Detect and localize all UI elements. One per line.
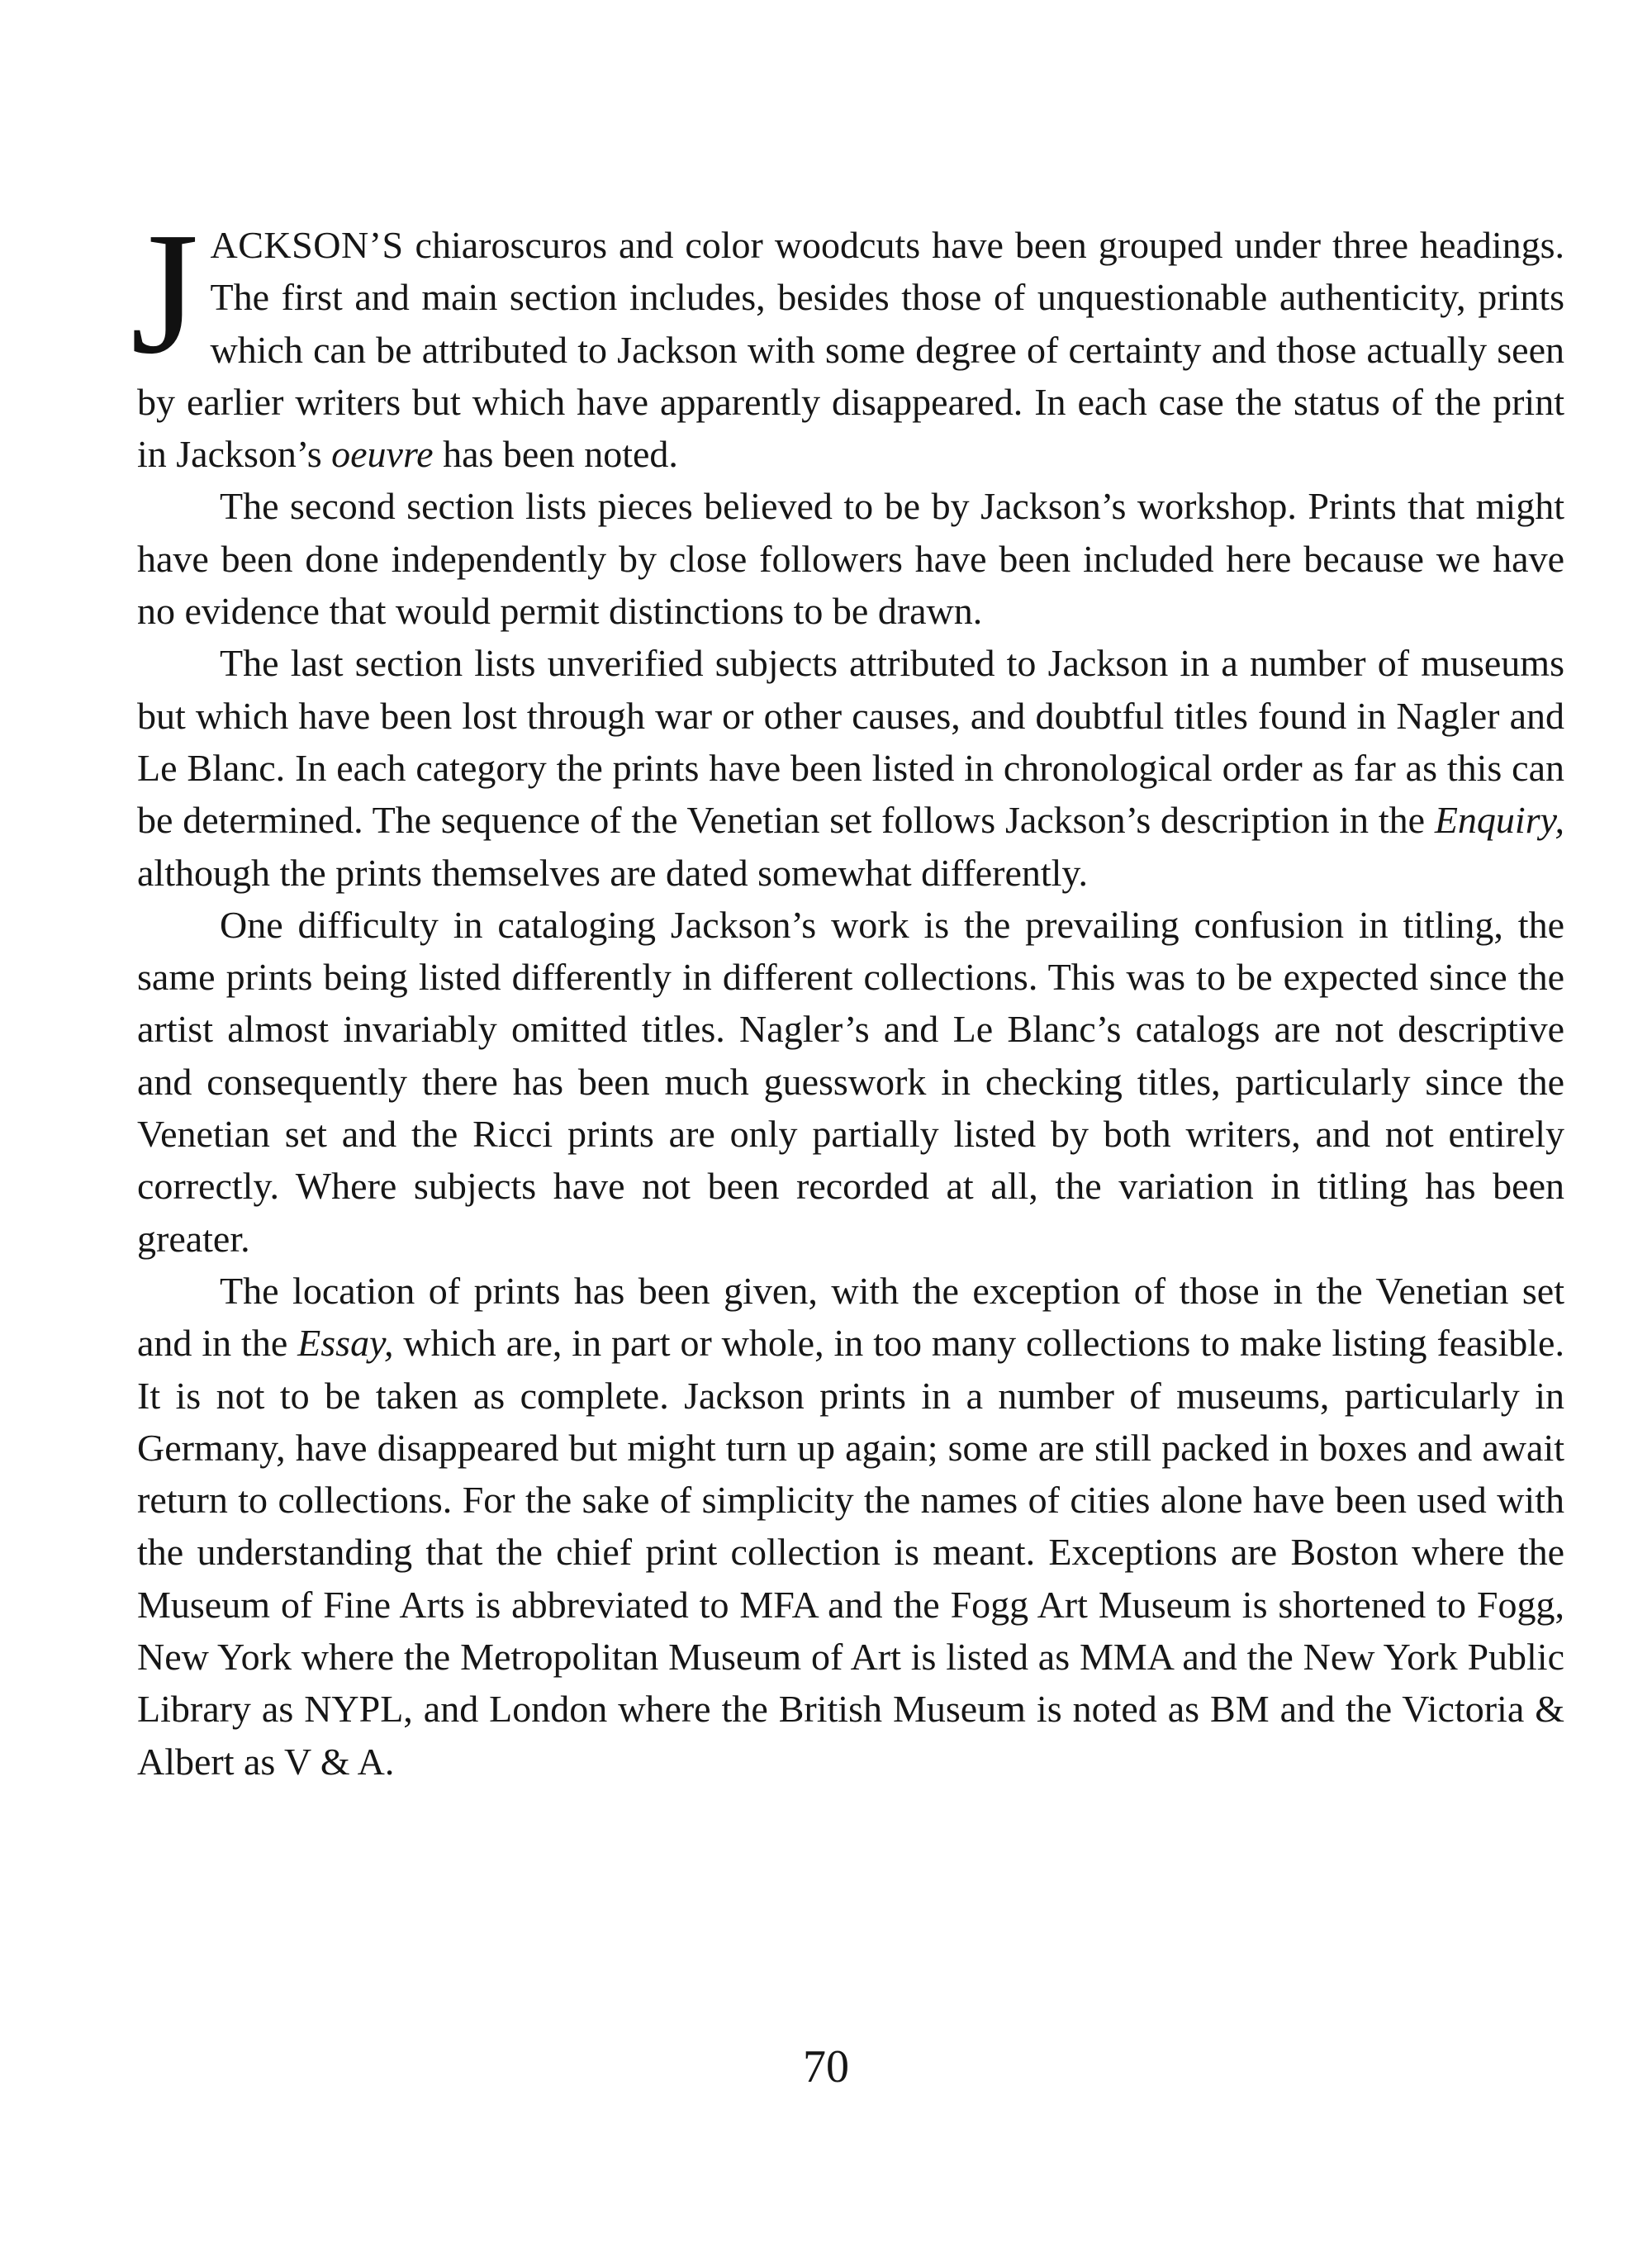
paragraph-1-tail: has been noted. — [433, 433, 678, 476]
paragraph-5 — [137, 1265, 1564, 1788]
paragraph-2 — [137, 480, 1564, 637]
drop-cap-letter: J — [131, 196, 199, 390]
paragraph-4-text: One difficulty in cataloging Jackson’s work is the prevailing confusion in titling, the same prints being listed differently in different collections. This was to be expected since the artist almost invariably omitted titles. Nagler’s and Le Blanc’s catalogs are not descriptive and consequently there has been much guesswork in checking titles, particularly since the Venetian set and the Ricci prints are only partially listed by both writers, and not entirely correctly. Where subjects have not been recorded at all, the variation in titling has been greater. — [137, 903, 1564, 1260]
opening-word: ACKSON’S — [210, 224, 404, 266]
paragraph-3-text: The last section lists unverified subjects attributed to Jackson in a number of museums but which have been lost through war or other causes, and doubtful titles found in Nagler and Le Blanc. In each category the prints have been listed in chronological order as far as this can be determined. The sequence of the Venetian set follows Jackson’s description in the — [137, 642, 1564, 842]
paragraph-1-italic: oeuvre — [331, 433, 434, 476]
paragraph-1-text: chiaroscuros and color woodcuts have been grouped under three headings. The first and main section includes, besides those of unquestionable authenticity, prints which can be attributed to Jackson with some degree of certainty and those actually seen by earlier writers but which have apparently disappeared. In each case the status of the print in Jackson’s — [137, 224, 1564, 476]
body-text — [131, 196, 1564, 1788]
paragraph-3-italic: Enquiry, — [1434, 799, 1564, 842]
paragraph-3 — [137, 637, 1564, 898]
paragraph-1 — [131, 196, 1564, 480]
page-number: 70 — [803, 2041, 849, 2092]
paragraph-5-tail: which are, in part or whole, in too many collections to make listing feasible. It is not to be taken as complete. Jackson prints in a number of museums, particularly in Germany, have disappeared but might turn up again; some are still packed in boxes and await return to collections. For the sake of simplicity the names of cities alone have been used with the understanding that the chief print collection is meant. Exceptions are Boston where the Museum of Fine Arts is abbreviated to MFA and the Fogg Art Museum is shortened to Fogg, New York where the Metropolitan Museum of Art is listed as MMA and the New York Public Library as NYPL, and London where the British Museum is noted as BM and the Victoria & Albert as V & A. — [137, 1322, 1564, 1783]
paragraph-5-italic: Essay, — [297, 1322, 394, 1365]
paragraph-3-tail: although the prints themselves are dated somewhat differently. — [137, 851, 1088, 894]
paragraph-2-text: The second section lists pieces believed to be by Jackson’s workshop. Prints that might have been done independently by close followers have been included here because we have no evidence that would permit distinctions to be drawn. — [137, 485, 1564, 633]
paragraph-4 — [137, 899, 1564, 1265]
paragraph-5-text: The location of prints has been given, with the exception of those in the Venetian set and in the — [137, 1269, 1564, 1365]
